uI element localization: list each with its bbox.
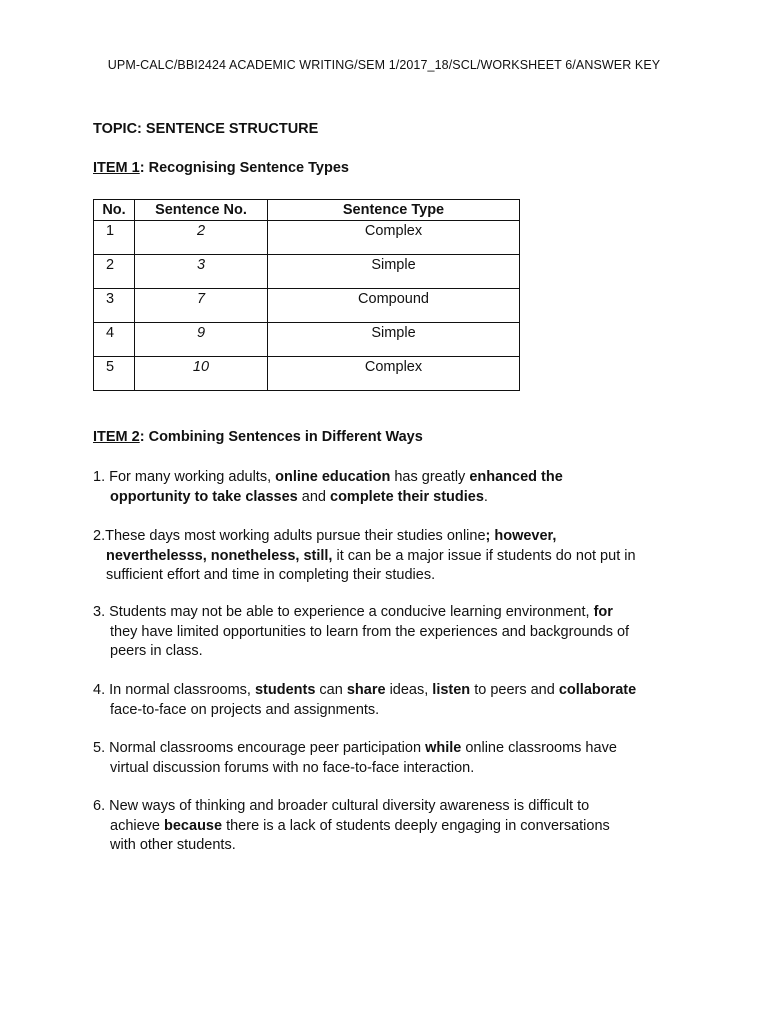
bold-answer-text: opportunity to take classes xyxy=(110,488,298,505)
paragraph-text: 6. New ways of thinking and broader cultural diversity awareness is difficult to xyxy=(93,798,590,814)
item2-heading xyxy=(93,429,423,445)
bold-answer-text: collaborate xyxy=(558,682,637,698)
table-row xyxy=(94,289,520,323)
table-header-row xyxy=(94,200,520,221)
bold-answer-text: because xyxy=(164,817,223,834)
cell-sentence-no: 3 xyxy=(135,255,268,289)
paragraph-text: it can be a major issue if students do not put in xyxy=(332,547,636,564)
table-row xyxy=(94,357,520,391)
item2-label: ITEM 2 xyxy=(93,429,140,445)
item1-label: ITEM 1 xyxy=(93,160,140,176)
paragraph-text: 4. In normal classrooms, xyxy=(93,682,255,698)
item2-title: : Combining Sentences in Different Ways xyxy=(139,429,423,445)
cell-no: 1 xyxy=(94,221,135,255)
topic-title: TOPIC: SENTENCE STRUCTURE xyxy=(93,121,319,137)
table-row xyxy=(94,221,520,255)
paragraph-line xyxy=(93,547,693,567)
cell-sentence-type: Complex xyxy=(268,357,520,391)
paragraph-line xyxy=(93,836,693,856)
answer-paragraph-2 xyxy=(93,527,693,586)
table-row xyxy=(94,255,520,289)
paragraph-text: ideas, xyxy=(385,682,433,698)
bold-answer-text: share xyxy=(346,682,386,698)
bold-answer-text: for xyxy=(593,604,613,620)
paragraph-line xyxy=(93,817,693,837)
header-sentence-no: Sentence No. xyxy=(135,200,268,221)
cell-sentence-type: Complex xyxy=(268,221,520,255)
cell-no: 4 xyxy=(94,323,135,357)
cell-sentence-type: Compound xyxy=(268,289,520,323)
paragraph-line xyxy=(93,739,693,759)
bold-answer-text: students xyxy=(254,682,316,698)
bold-answer-text: while xyxy=(425,740,462,756)
item1-heading xyxy=(93,160,349,176)
answer-paragraph-3 xyxy=(93,603,693,662)
paragraph-text: sufficient effort and time in completing their studies. xyxy=(106,567,436,583)
paragraph-text: with other students. xyxy=(110,837,236,853)
cell-sentence-no: 2 xyxy=(135,221,268,255)
item1-title: : Recognising Sentence Types xyxy=(139,160,349,176)
paragraph-text: they have limited opportunities to learn from the experiences and backgrounds of xyxy=(110,623,630,640)
bold-answer-text: listen xyxy=(432,682,471,698)
paragraph-text: 1. For many working adults, xyxy=(93,469,276,485)
paragraph-line xyxy=(93,623,693,643)
bold-answer-text: ; however, xyxy=(485,528,557,544)
paragraph-line xyxy=(93,642,693,662)
paragraph-line xyxy=(93,603,693,623)
cell-sentence-no: 7 xyxy=(135,289,268,323)
header-sentence-type: Sentence Type xyxy=(268,200,520,221)
paragraph-text: 3. Students may not be able to experience a conducive learning environment, xyxy=(93,604,594,620)
paragraph-line xyxy=(93,488,693,508)
paragraph-line xyxy=(93,468,693,488)
bold-answer-text: online education xyxy=(275,469,391,485)
paragraph-line xyxy=(93,527,693,547)
answer-paragraph-4 xyxy=(93,681,693,720)
bold-answer-text: enhanced the xyxy=(469,469,563,485)
answer-paragraph-1 xyxy=(93,468,693,507)
paragraph-text: can xyxy=(315,682,347,698)
cell-sentence-type: Simple xyxy=(268,255,520,289)
cell-no: 5 xyxy=(94,357,135,391)
bold-answer-text: neverthelesss, nonetheless, still, xyxy=(106,547,333,564)
cell-no: 3 xyxy=(94,289,135,323)
paragraph-text: there is a lack of students deeply engaging in conversations xyxy=(222,817,610,834)
bold-answer-text: complete their studies xyxy=(330,488,484,505)
paragraph-text: achieve xyxy=(110,817,165,834)
cell-no: 2 xyxy=(94,255,135,289)
cell-sentence-no: 9 xyxy=(135,323,268,357)
page-header: UPM-CALC/BBI2424 ACADEMIC WRITING/SEM 1/2017_18/SCL/WORKSHEET 6/ANSWER KEY xyxy=(107,58,661,72)
paragraph-text: 5. Normal classrooms encourage peer participation xyxy=(93,740,426,756)
paragraph-text: virtual discussion forums with no face-to-face interaction. xyxy=(110,759,475,776)
answer-paragraph-6 xyxy=(93,797,693,856)
table-row xyxy=(94,323,520,357)
sentence-type-table xyxy=(93,199,520,391)
cell-sentence-type: Simple xyxy=(268,323,520,357)
paragraph-text: and xyxy=(297,488,330,505)
header-no: No. xyxy=(94,200,135,221)
paragraph-text: to peers and xyxy=(470,682,559,698)
paragraph-line xyxy=(93,681,693,701)
paragraph-text: face-to-face on projects and assignments. xyxy=(110,701,380,718)
paragraph-text: has greatly xyxy=(390,469,470,485)
answer-paragraph-5 xyxy=(93,739,693,778)
paragraph-line xyxy=(93,566,693,586)
paragraph-line xyxy=(93,701,693,721)
paragraph-text: online classrooms have xyxy=(461,740,617,756)
paragraph-text: peers in class. xyxy=(110,643,203,659)
paragraph-line xyxy=(93,759,693,779)
paragraph-text: 2.These days most working adults pursue their studies online xyxy=(93,528,486,544)
paragraph-text: . xyxy=(483,488,488,505)
cell-sentence-no: 10 xyxy=(135,357,268,391)
paragraph-line xyxy=(93,797,693,817)
